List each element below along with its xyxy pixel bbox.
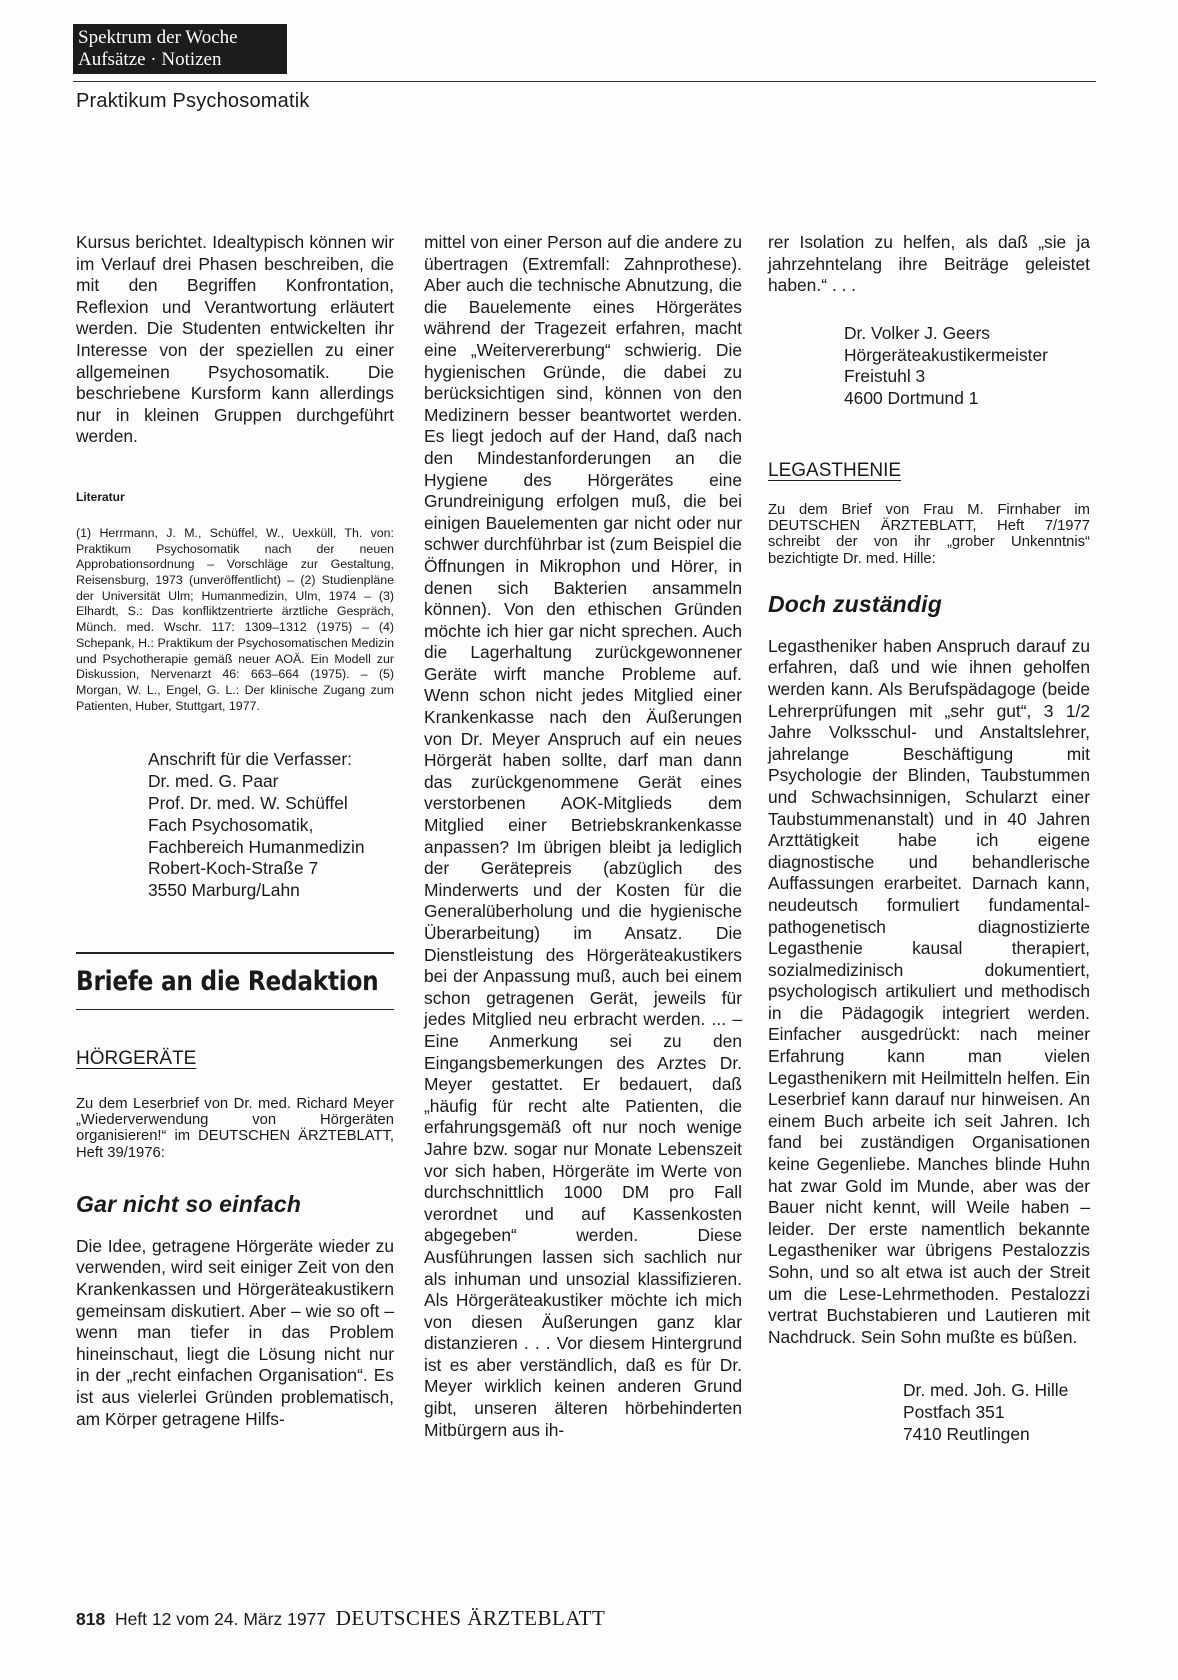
letter-body: Legastheniker haben Anspruch darauf zu erfahren, daß und wie ihnen geholfen werden kann. Als Berufspädagoge (beide Lehrerprüfungen mit „sehr gut“, 3 1/2 Jahre Volksschul- und Anstaltslehrer, jahrelange Beschäftigung mit Psychologie der Blinden, Taubstummen und Schwachsinnigen, Schularzt einer Taubstummenanstalt) und in 40 Jahren Arzttätigkeit habe ich eigene diagnostische und behandlerische Auffassungen erarbeitet. Darnach kann, neudeutsch formuliert fundamental-pathogenetisch diagnostizierte Legasthenie kausal therapiert, sozialmedizinisch dokumentiert, psychologisch artikuliert und methodisch in die Pädagogik integriert werden. Einfacher ausgedrückt: nach meiner Erfahrung kann man vielen Legasthenikern mit Heilmitteln helfen. Ein Leserbrief kann darauf nur hinweisen. An einem Buch arbeite ich seit Jahren. Ich fand bei zuständigen Organisationen keine Gegenliebe. Manches blinde Huhn hat zwar Gold im Munde, aber was der Bauer nicht kennt, will Weile haben – leider. Der erste namentlich bekannte Legastheniker war übrigens Pestalozzis Sohn, und so alt etwa ist auch der Streit um die Lese-Lehrmethoden. Pestalozzi vertrat Buchstabieren und Lautieren mit Nachdruck. Sein Sohn mußte es büßen. — [768, 635, 1090, 1347]
address-line: 3550 Marburg/Lahn — [148, 880, 300, 901]
address-line: Fach Psychosomatik, — [148, 814, 314, 835]
address-line: Anschrift für die Verfasser: — [148, 749, 352, 770]
signature-line: Freistuhl 3 — [844, 366, 926, 387]
column-2 — [424, 232, 742, 1441]
signature-hille — [903, 1380, 1090, 1445]
header-rule — [73, 81, 1096, 82]
letter-intro: Zu dem Brief von Frau M. Firnhaber im DEUTSCHEN ÄRZTEBLATT, Heft 7/1977 schreibt der von ihr „grober Unkenntnis“ bezichtigte Dr. med. Hille: — [768, 501, 1090, 567]
briefe-rule-top — [76, 952, 394, 954]
literature-heading: Literatur — [76, 489, 125, 504]
signature-line: Hörgeräteakustikermeister — [844, 344, 1048, 365]
briefe-rule-bottom — [76, 1009, 394, 1010]
address-line: Fachbereich Humanmedizin — [148, 836, 365, 857]
address-line: Dr. med. G. Paar — [148, 771, 279, 792]
address-line: Prof. Dr. med. W. Schüffel — [148, 792, 348, 813]
section-title: Praktikum Psychosomatik — [76, 90, 310, 112]
signature-geers — [844, 323, 1090, 410]
column-3 — [768, 232, 1090, 1446]
section-banner — [73, 24, 287, 74]
signature-line: Postfach 351 — [903, 1402, 1005, 1423]
banner-line-1: Spektrum der Woche — [78, 27, 238, 48]
page-footer — [76, 1606, 605, 1631]
author-address — [148, 749, 394, 902]
letter-title: Gar nicht so einfach — [76, 1190, 302, 1217]
letter-body-end: rer Isolation zu helfen, als daß „sie ja jahrzehntelang ihre Beiträge geleistet haben.“ . . . — [768, 232, 1090, 296]
signature-line: Dr. Volker J. Geers — [844, 322, 990, 343]
topic-heading: LEGASTHENIE — [768, 459, 902, 481]
magazine-name: DEUTSCHES ÄRZTEBLATT — [335, 1606, 606, 1630]
signature-line: 7410 Reutlingen — [903, 1423, 1030, 1444]
banner-line-2: Aufsätze · Notizen — [78, 49, 222, 70]
literature-list: (1) Herrmann, J. M., Schüffel, W., Uexküll, Th. von: Praktikum Psychosomatik nach der neuen Approbationsordnung – Vorschläge zur Gestaltung, Reisensburg, 1973 (unveröffentlicht) – (2) Studienpläne der Universität Ulm; Humanmedizin, Ulm, 1974 – (3) Elhardt, S.: Das konfliktzentrierte ärztliche Gespräch, Münch. med. Wschr. 117: 1309–1312 (1975) – (4) Schepank, H.: Praktikum der Psychosomatischen Medizin und Psychotherapie gemäß neuer AOÄ. Ein Modell zur Diskussion, Nervenarzt 46: 663–664 (1975). – (5) Morgan, W. L., Engel, G. L.: Der klinische Zugang zum Patienten, Huber, Stuttgart, 1977. — [76, 525, 394, 713]
letter-intro: Zu dem Leserbrief von Dr. med. Richard Meyer „Wiederverwendung von Hörgeräten organisieren!“ im DEUTSCHEN ÄRZTEBLATT, Heft 39/1976: — [76, 1095, 394, 1161]
article-continuation: Kursus berichtet. Idealtypisch können wir im Verlauf drei Phasen beschreiben, die mit den Begriffen Konfrontation, Reflexion und Verantwortung erläutert werden. Die Studenten entwickelten ihr Interesse von der speziellen zu einer allgemeinen Psychosomatik. Die beschriebene Kursform kann allerdings nur in kleinen Gruppen durchgeführt werden. — [76, 232, 394, 447]
briefe-heading: Briefe an die Redaktion — [76, 965, 379, 997]
signature-line: 4600 Dortmund 1 — [844, 388, 979, 409]
letter-body-continued: mittel von einer Person auf die andere zu übertragen (Extremfall: Zahnprothese). Aber auch die technische Abnutzung, die die Bauelemente eines Hörgerätes während der Tragezeit erfahren, macht eine „Weitervererbung“ schwierig. Die hygienischen Gründe, die dabei zu berücksichtigen sind, können von den Medizinern besser beantwortet werden. Es liegt jedoch auf der Hand, daß nach den Mindestanforderungen an die Hygiene des Hörgerätes eine Grundreinigung erfolgen muß, die bei einigen Bauelementen gar nicht oder nur schwer durchführbar ist (zum Beispiel die Öffnungen in Mikrophon und Hörer, in denen sich Bakterien ansammeln können). Von den ethischen Gründen möchte ich hier gar nicht sprechen. Auch die Lagerhaltung zurückgewonnener Geräte wirft manche Probleme auf. Wenn schon nicht jedes Mitglied einer Krankenkasse nach den Äußerungen von Dr. Meyer Anspruch auf ein neues Hörgerät haben sollte, darf man dann das zurückgenommene Gerät eines verstorbenen AOK-Mitglieds dem Mitglied einer Betriebskrankenkasse anpassen? Im übrigen bleibt ja lediglich der Gerätepreis (abzüglich des Minderwerts und der Kosten für die Generalüberholung und die hygienische Überarbeitung) im Ansatz. Die Dienstleistung des Hörgeräteakustikers bei der Anpassung muß, auch bei einem schon getragenen Gerät, jeweils für jedes Mitglied neu erbracht werden. ... – Eine Anmerkung sei zu den Eingangsbemerkungen des Arztes Dr. Meyer gestattet. Er bedauert, daß „häufig für recht alte Patienten, die erfahrungsgemäß oft nur noch wenige Jahre bzw. sogar nur Monate Lebenszeit vor sich haben, Hörgeräte im Werte von durchschnittlich 1000 DM pro Fall verordnet und auf Kassenkosten abgegeben“ werden. Diese Ausführungen lassen sich sachlich nur als inhuman und unsozial klassifizieren. Als Hörgeräteakustiker möchte ich mich von diesen Äußerungen ganz klar distanzieren . . . Vor diesem Hintergrund ist es aber verständlich, daß es für Dr. Meyer wirklich keinen anderen Grund gibt, unseren älteren hörbehinderten Mitbürgern aus ih- — [424, 232, 742, 1440]
letter-title: Doch zuständig — [768, 590, 943, 617]
column-1 — [76, 232, 394, 1430]
issue-info: Heft 12 vom 24. März 1977 — [114, 1609, 327, 1629]
page-number: 818 — [76, 1609, 106, 1629]
address-line: Robert-Koch-Straße 7 — [148, 858, 319, 879]
letter-body: Die Idee, getragene Hörgeräte wieder zu verwenden, wird seit einiger Zeit von den Krankenkassen und Hörgeräteakustikern gemeinsam diskutiert. Aber – wie so oft – wenn man tiefer in das Problem hineinschaut, liegt die Lösung nicht nur in der „recht einfachen Organisation“. Es ist aus vielerlei Gründen problematisch, am Körper getragene Hilfs- — [76, 1235, 394, 1429]
signature-line: Dr. med. Joh. G. Hille — [903, 1380, 1069, 1401]
topic-heading: HÖRGERÄTE — [76, 1047, 197, 1069]
